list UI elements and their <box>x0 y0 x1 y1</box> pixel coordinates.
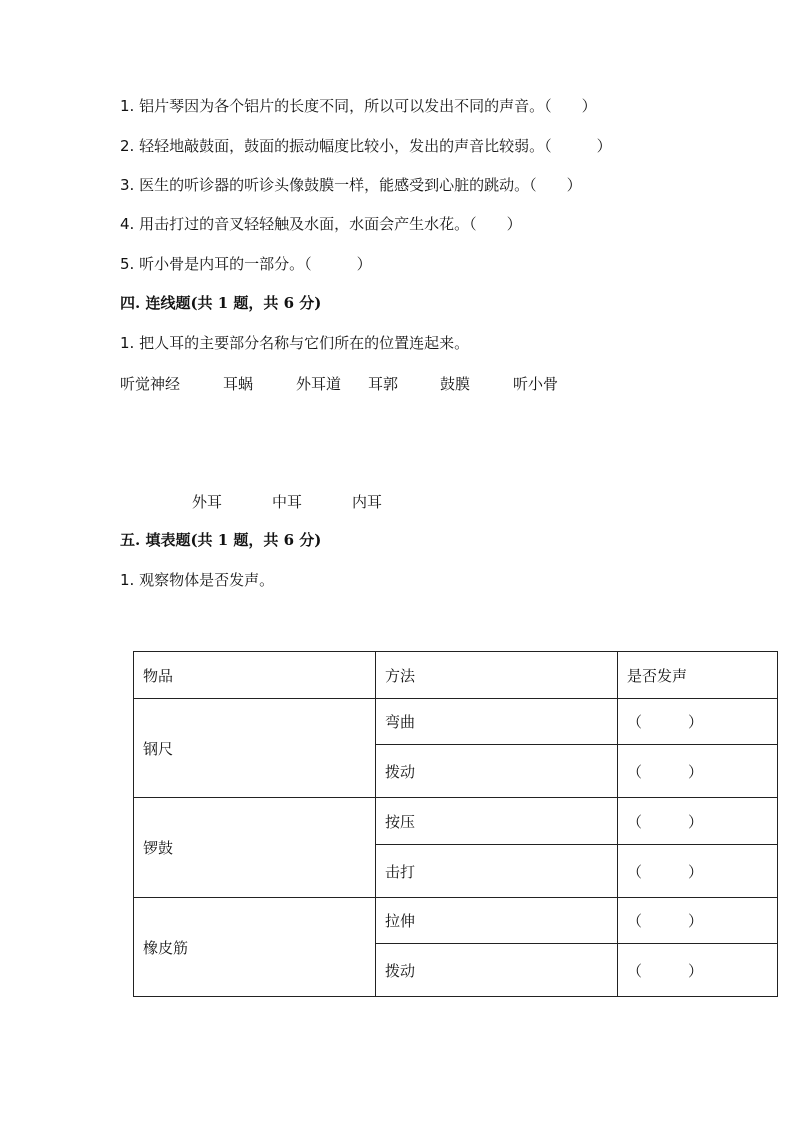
answer-cell[interactable]: （ ） <box>618 898 778 944</box>
ear-part-item[interactable]: 耳蜗 <box>223 375 254 393</box>
table-header-row <box>134 652 778 699</box>
method-cell: 拨动 <box>376 745 618 798</box>
answer-cell[interactable]: （ ） <box>618 845 778 898</box>
method-cell: 弯曲 <box>376 699 618 745</box>
table-header-cell: 是否发声 <box>618 652 778 699</box>
judgement-item: 5. 听小骨是内耳的一部分。（ ） <box>120 255 372 273</box>
judgement-item: 3. 医生的听诊器的听诊头像鼓膜一样，能感受到心脏的跳动。（ ） <box>120 176 582 194</box>
ear-part-item[interactable]: 耳郭 <box>368 375 399 393</box>
ear-locations-row <box>0 491 794 511</box>
ear-parts-row <box>0 373 794 393</box>
table-row <box>134 798 778 845</box>
ear-part-item[interactable]: 外耳道 <box>296 375 342 393</box>
section-4-heading: 四. 连线题(共 1 题，共 6 分) <box>120 294 322 312</box>
answer-cell[interactable]: （ ） <box>618 745 778 798</box>
observation-table <box>133 651 778 997</box>
judgement-item: 1. 铝片琴因为各个铝片的长度不同，所以可以发出不同的声音。（ ） <box>120 97 597 115</box>
ear-part-item[interactable]: 鼓膜 <box>440 375 471 393</box>
section-5-question: 1. 观察物体是否发声。 <box>120 571 275 589</box>
section-5-heading: 五. 填表题(共 1 题，共 6 分) <box>120 531 322 549</box>
answer-cell[interactable]: （ ） <box>618 944 778 997</box>
ear-location-item[interactable]: 内耳 <box>352 493 383 511</box>
method-cell: 拨动 <box>376 944 618 997</box>
table-row <box>134 898 778 944</box>
table-row <box>134 699 778 745</box>
item-cell: 锣鼓 <box>134 798 376 898</box>
ear-location-item[interactable]: 外耳 <box>192 493 223 511</box>
ear-part-item[interactable]: 听小骨 <box>513 375 559 393</box>
ear-location-item[interactable]: 中耳 <box>272 493 303 511</box>
answer-cell[interactable]: （ ） <box>618 699 778 745</box>
method-cell: 按压 <box>376 798 618 845</box>
section-4-question: 1. 把人耳的主要部分名称与它们所在的位置连起来。 <box>120 334 470 352</box>
method-cell: 击打 <box>376 845 618 898</box>
item-cell: 钢尺 <box>134 699 376 798</box>
judgement-item: 2. 轻轻地敲鼓面，鼓面的振动幅度比较小，发出的声音比较弱。（ ） <box>120 137 612 155</box>
item-cell: 橡皮筋 <box>134 898 376 997</box>
method-cell: 拉伸 <box>376 898 618 944</box>
ear-part-item[interactable]: 听觉神经 <box>120 375 181 393</box>
judgement-item: 4. 用击打过的音叉轻轻触及水面，水面会产生水花。（ ） <box>120 215 522 233</box>
table-header-cell: 物品 <box>134 652 376 699</box>
answer-cell[interactable]: （ ） <box>618 798 778 845</box>
table-header-cell: 方法 <box>376 652 618 699</box>
